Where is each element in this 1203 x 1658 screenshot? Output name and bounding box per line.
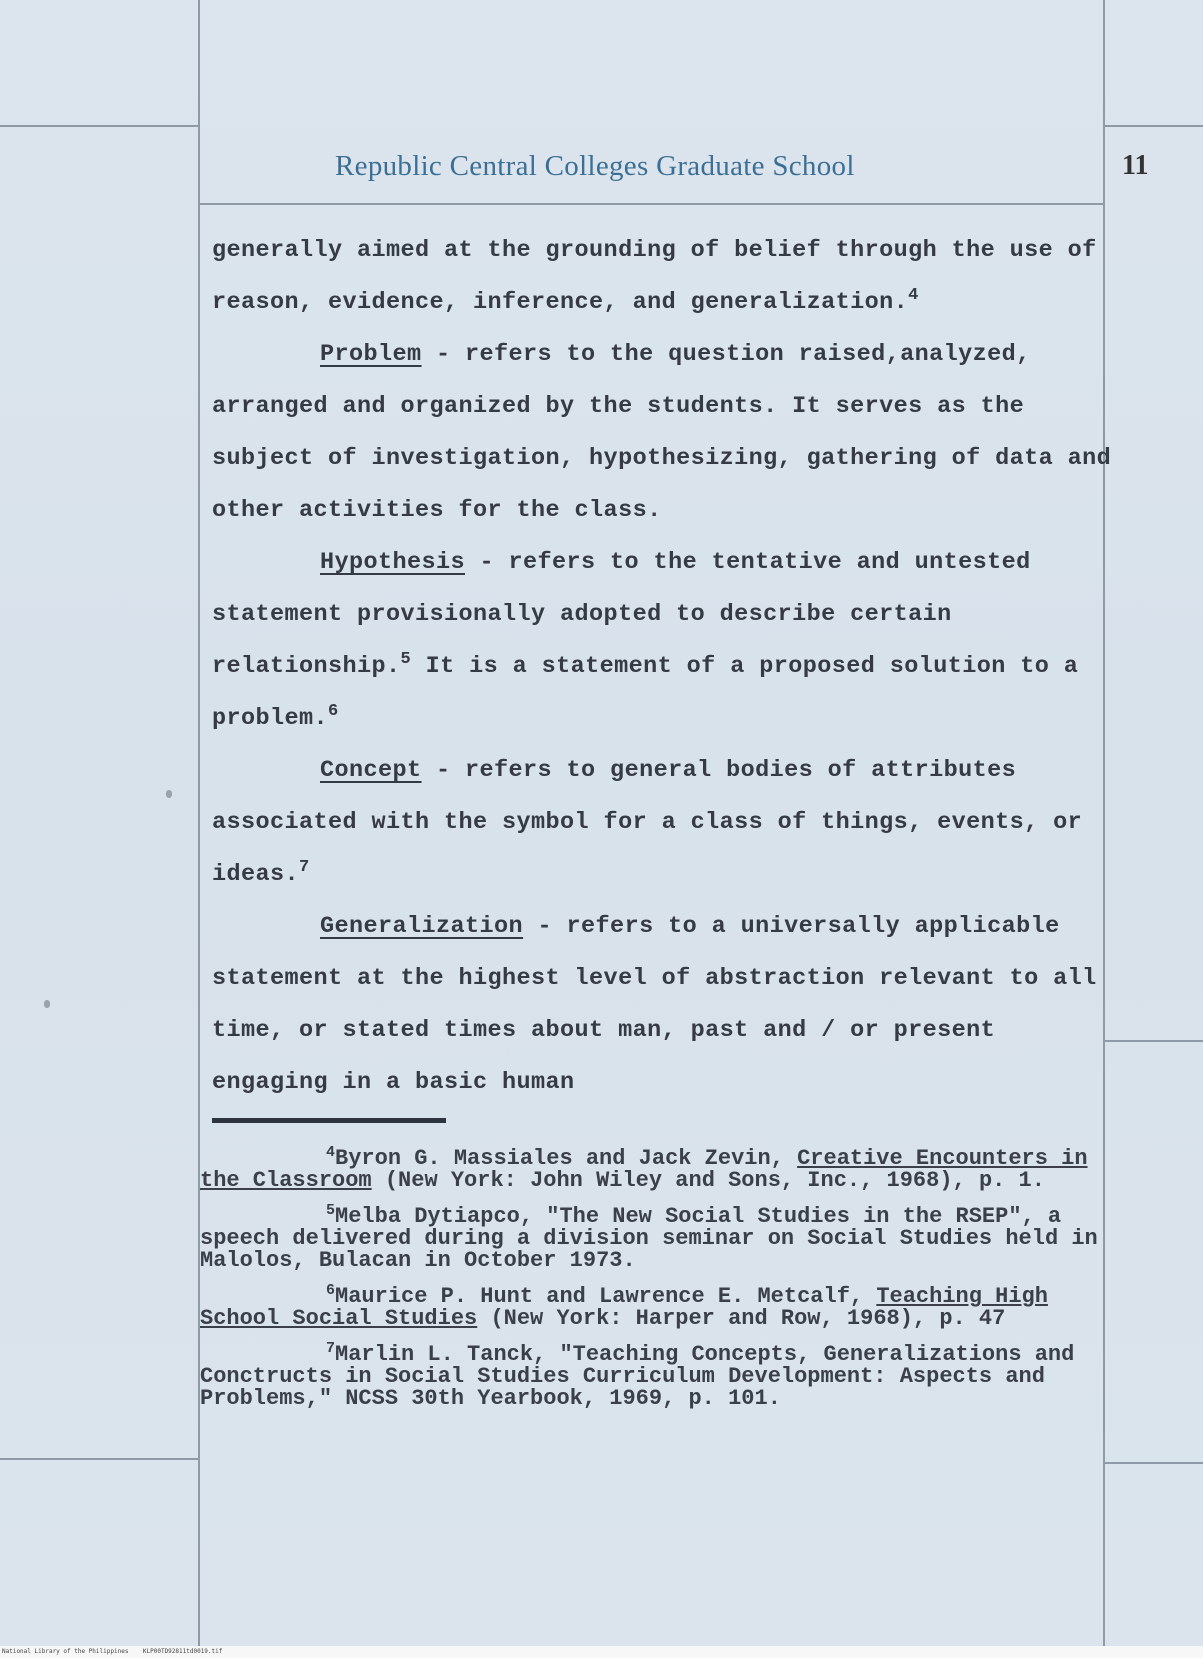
paper-speck <box>166 790 172 798</box>
paper-speck <box>44 1000 50 1008</box>
header-rule-right <box>1103 125 1203 127</box>
footnote-4 <box>200 1144 1100 1193</box>
footnote-title: Teaching High School Social Studies <box>200 1284 1048 1331</box>
definition-text: - refers to the tentative and untested statement provisionally adopted to describe certain relationship. <box>212 549 1031 680</box>
term-problem: Problem <box>320 341 422 368</box>
definition-generalization <box>212 901 1112 1109</box>
footnote-number: 4 <box>326 1144 336 1161</box>
main-text <box>212 225 1112 1109</box>
footnote-number: 7 <box>326 1340 336 1357</box>
definition-text: - refers to the question raised,analyzed, arranged and organized by the students. It serves as the subject of investigation, hypothesizing, gathering of data and other activities for the class. <box>212 341 1112 524</box>
footnote-5 <box>200 1202 1100 1273</box>
header-rule-left <box>0 125 198 127</box>
footnote-text: Byron G. Massiales and Jack Zevin, <box>335 1146 798 1171</box>
term-concept: Concept <box>320 757 422 784</box>
ledger-rule-left-bottom <box>0 1458 198 1460</box>
ledger-rule-right-lower <box>1103 1040 1203 1042</box>
paragraph-text: generally aimed at the grounding of belief through the use of reason, evidence, inference, and generalization. <box>212 237 1097 316</box>
footnote-text: (New York: Harper and Row, 1968), p. 47 <box>477 1306 1006 1331</box>
footnote-title: Creative Encounters in the Classroom <box>200 1146 1088 1193</box>
footnote-ref: 6 <box>328 702 339 721</box>
footnote-body <box>200 1282 1100 1331</box>
footnote-7 <box>200 1340 1100 1411</box>
definition-concept <box>212 745 1112 901</box>
header-rule-bottom <box>198 203 1103 205</box>
ledger-rule-right-bottom <box>1103 1462 1203 1464</box>
footnote-body <box>200 1340 1100 1411</box>
footnote-body <box>200 1202 1100 1273</box>
footnote-ref: 5 <box>400 650 412 669</box>
footnote-ref: 4 <box>908 286 919 305</box>
footnote-text: Maurice P. Hunt and Lawrence E. Metcalf, <box>335 1284 877 1309</box>
definition-problem <box>212 329 1112 537</box>
footnote-number: 5 <box>326 1202 336 1219</box>
footnote-text: Marlin L. Tanck, "Teaching Concepts, Generalizations and Conctructs in Social Studies Curriculum Development: Aspects and Problems," NCSS 30th Yearbook, 1969, p. 101. <box>200 1342 1075 1411</box>
footnote-text: (New York: John Wiley and Sons, Inc., 1968), p. 1. <box>371 1168 1045 1193</box>
page-number: 11 <box>1122 150 1149 181</box>
scan-footer <box>0 1646 1203 1658</box>
scan-file-id: KLP00TD92811td0019.tif <box>142 1648 223 1655</box>
library-credit: National Library of the Philippines <box>2 1648 129 1655</box>
definition-text: - refers to general bodies of attributes associated with the symbol for a class of things, events, or ideas. <box>212 757 1083 888</box>
term-generalization: Generalization <box>320 913 524 940</box>
footnote-text: Melba Dytiapco, "The New Social Studies in the RSEP", a speech delivered during a division seminar on Social Studies held in Malolos, Bulacan in October 1973. <box>200 1204 1098 1273</box>
definition-hypothesis <box>212 537 1112 745</box>
page-header-institution: Republic Central Colleges Graduate School <box>335 150 855 182</box>
footnote-divider <box>212 1118 446 1123</box>
footnote-ref: 7 <box>299 858 310 877</box>
term-hypothesis: Hypothesis <box>320 549 466 576</box>
footnote-body <box>200 1144 1100 1193</box>
definition-text: It is a statement of a proposed solution to a problem. <box>212 653 1079 732</box>
paragraph-continuation <box>212 225 1112 329</box>
footnotes <box>200 1144 1100 1424</box>
definition-text: - refers to a universally applicable statement at the highest level of abstraction relevant to all time, or stated times about man, past and / or present engaging in a basic human <box>212 913 1097 1096</box>
footnote-6 <box>200 1282 1100 1331</box>
footnote-number: 6 <box>326 1282 336 1299</box>
